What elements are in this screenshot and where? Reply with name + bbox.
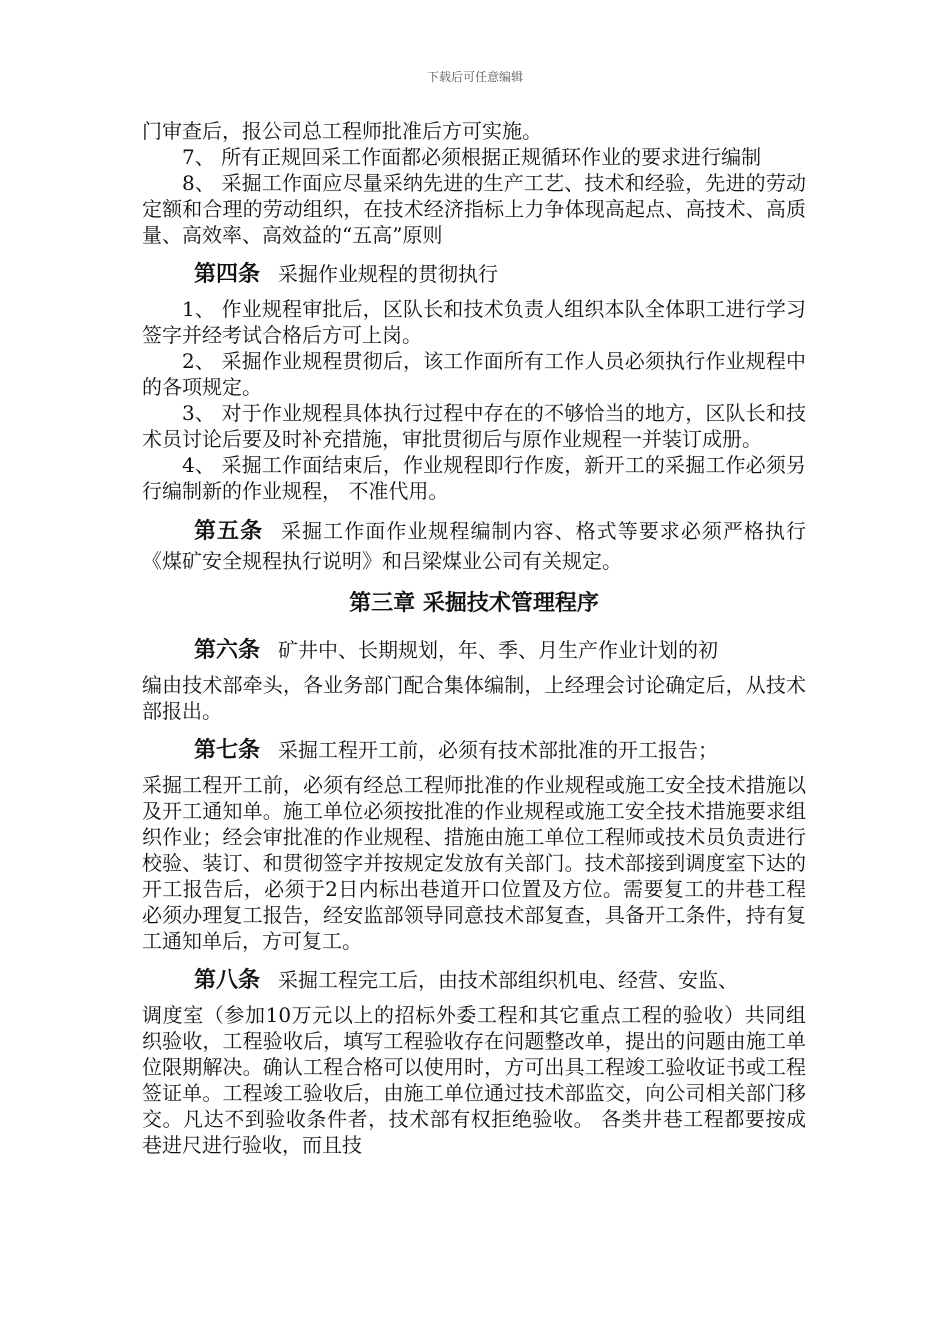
- article-4-items: [142, 296, 806, 504]
- article-6-heading: [142, 636, 806, 664]
- item-7: 7、 所有正规回采工作面都必须根据正规循环作业的要求进行编制: [182, 145, 762, 169]
- article-5-label: 第五条: [194, 518, 264, 544]
- article-8-label: 第八条: [194, 967, 261, 993]
- article-4: [142, 260, 806, 504]
- article-5: [142, 516, 806, 576]
- article-7-title: 采掘工程开工前，必须有技术部批准的开工报告；: [278, 738, 719, 762]
- article-4-item-2: 2、 采掘作业规程贯彻后，该工作面所有工作人员必须执行作业规程中的各项规定。: [142, 349, 806, 399]
- article-8-text: 调度室（参加10万元以上的招标外委工程和其它重点工程的验收）共同组织验收，工程验收后，填写工程验收存在问题整改单，提出的问题由施工单位限期解决。确认工程合格可以使用时，方可出具工程竣工验收证书或工程签证单。工程竣工验收后，由施工单位通过技术部监交，向公司相关部门移交。凡达不到验收条件者，技术部有权拒绝验收。 各类井巷工程都要按成巷进尺进行验收，而且技: [142, 1003, 806, 1157]
- article-4-item-4: 4、 采掘工作面结束后，作业规程即行作废，新开工的采掘工作必须另行编制新的作业规程， 不准代用。: [142, 453, 806, 503]
- article-8-title: 采掘工程完工后，由技术部组织机电、经营、安监、: [278, 968, 739, 992]
- article-5-paragraph: [142, 516, 806, 576]
- article-8-heading: [142, 966, 806, 994]
- article-8: [142, 966, 806, 1158]
- article-7: [142, 736, 806, 954]
- article-4-heading: [142, 260, 806, 288]
- item-8: 8、 采掘工作面应尽量采纳先进的生产工艺、技术和经验，先进的劳动定额和合理的劳动组织，在技术经济指标上力争体现高起点、高技术、高质量、高效率、高效益的“五高”原则: [142, 171, 806, 247]
- article-6-label: 第六条: [194, 637, 261, 663]
- chapter-3-title: 第三章 采掘技术管理程序: [349, 590, 599, 616]
- article-4-item-3: 3、 对于作业规程具体执行过程中存在的不够恰当的地方，区队长和技术员讨论后要及时补充措施，审批贯彻后与原作业规程一并装订成册。: [142, 401, 806, 451]
- article-6-title: 矿井中、长期规划，年、季、月生产作业计划的初: [278, 638, 719, 662]
- article-4-item-1: 1、 作业规程审批后，区队长和技术负责人组织本队全体职工进行学习签字并经考试合格后方可上岗。: [142, 297, 806, 347]
- article-7-heading: [142, 736, 806, 764]
- article-4-label: 第四条: [194, 261, 261, 287]
- article-6: [142, 636, 806, 724]
- article-7-text: 采掘工程开工前，必须有经总工程师批准的作业规程或施工安全技术措施以及开工通知单。施工单位必须按批准的作业规程或施工安全技术措施要求组织作业；经会审批准的作业规程、措施由施工单位工程师或技术员负责进行校验、装订、和贯彻签字并按规定发放有关部门。技术部接到调度室下达的开工报告后，必须于2日内标出巷道开口位置及方位。需要复工的井巷工程必须办理复工报告，经安监部领导同意技术部复查，具备开工条件，持有复工通知单后，方可复工。: [142, 773, 806, 953]
- page-header-note: 下载后可任意编辑: [426, 70, 523, 84]
- paragraph-continued: 门审查后，报公司总工程师批准后方可实施。: [142, 119, 542, 143]
- article-7-label: 第七条: [194, 737, 261, 763]
- document-body: [142, 118, 806, 1158]
- article-4-title: 采掘作业规程的贯彻执行: [278, 262, 499, 286]
- article-5-text: 采掘工作面作业规程编制内容、格式等要求必须严格执行《煤矿安全规程执行说明》和吕梁煤业公司有关规定。: [142, 519, 806, 573]
- article-6-text: 编由技术部牵头，各业务部门配合集体编制，上经理会讨论确定后，从技术部报出。: [142, 673, 806, 723]
